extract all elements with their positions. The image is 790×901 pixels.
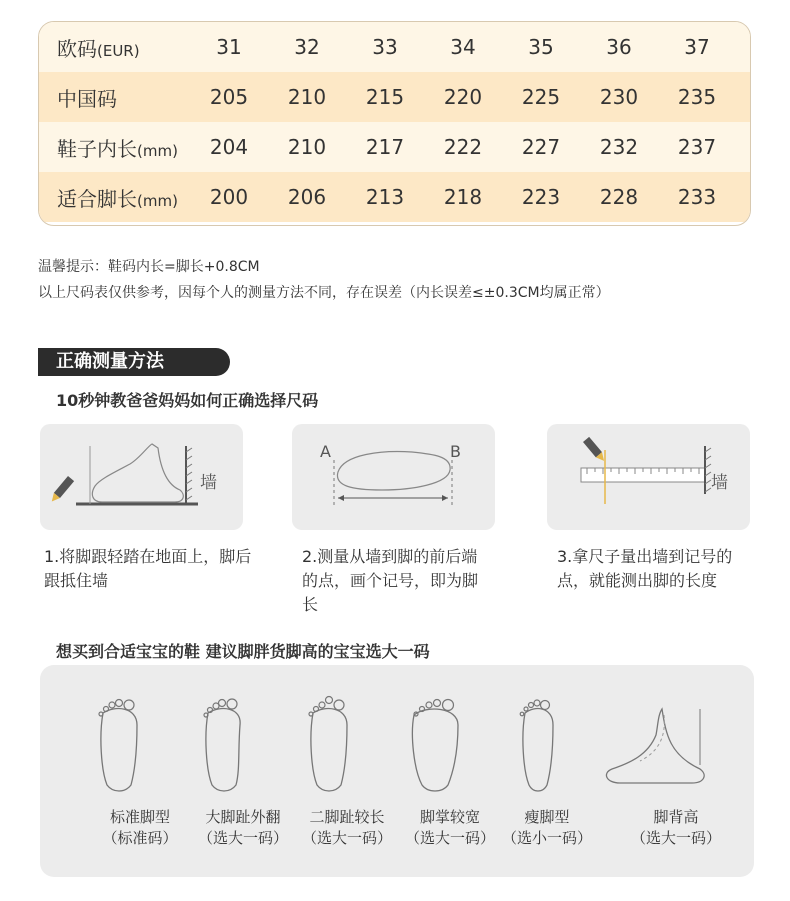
size-cell: 33 (372, 35, 398, 59)
size-cell: 31 (216, 35, 242, 59)
size-cell: 210 (287, 135, 327, 159)
wide-foot-icon (400, 695, 510, 795)
size-cell: 237 (677, 135, 717, 159)
size-cell: 230 (599, 85, 639, 109)
step-1-text: 1.将脚跟轻踏在地面上，脚后跟抵住墙 (44, 547, 252, 590)
table-row (39, 72, 750, 122)
row-label: 中国码 (57, 86, 117, 111)
foot-types-panel (40, 665, 754, 877)
standard-foot-icon (85, 695, 195, 795)
size-cell: 228 (599, 185, 639, 209)
size-cell: 218 (443, 185, 483, 209)
foot-type-heading: 想买到合适宝宝的鞋 建议脚胖货脚高的宝宝选大一码 (56, 642, 430, 661)
size-cell: 36 (606, 35, 632, 59)
size-cell: 227 (521, 135, 561, 159)
point-b-label: B (450, 442, 461, 461)
size-cell: 32 (294, 35, 320, 59)
size-cell: 37 (684, 35, 710, 59)
foot-type-name: 标准脚型 (109, 808, 170, 826)
size-cell: 233 (677, 185, 717, 209)
size-cell: 204 (209, 135, 249, 159)
foot-type-advice: （选大一码） (630, 829, 721, 847)
size-cell: 223 (521, 185, 561, 209)
table-row (39, 122, 750, 172)
size-cell: 200 (209, 185, 249, 209)
tip-disclaimer: 以上尺码表仅供参考，因每个人的测量方法不同，存在误差（内长误差≤±0.3CM均属正常） (38, 285, 610, 301)
size-cell: 222 (443, 135, 483, 159)
long-second-toe-foot-icon (295, 695, 405, 795)
foot-type-bunion (183, 807, 303, 849)
foot-type-name: 大脚趾外翻 (205, 808, 281, 826)
table-row (39, 172, 750, 222)
size-cell: 213 (365, 185, 405, 209)
tip-formula: 温馨提示：鞋码内长=脚长+0.8CM (38, 259, 260, 275)
size-cell: 206 (287, 185, 327, 209)
foot-type-name: 二脚趾较长 (309, 808, 385, 826)
size-cell: 210 (287, 85, 327, 109)
foot-type-name: 脚掌较宽 (419, 808, 480, 826)
foot-outline-icon (292, 424, 495, 530)
foot-type-slim (487, 807, 607, 849)
foot-type-advice: （选大一码） (197, 829, 288, 847)
size-cell: 35 (528, 35, 554, 59)
section-title: 正确测量方法 (38, 348, 230, 376)
step-2-illustration (292, 424, 495, 530)
table-row (39, 22, 750, 72)
section-subtitle: 10秒钟教爸爸妈妈如何正确选择尺码 (56, 391, 319, 410)
size-table (38, 21, 751, 226)
bunion-foot-icon (190, 695, 300, 795)
size-cell: 220 (443, 85, 483, 109)
row-label: 鞋子内长(mm) (57, 136, 178, 161)
size-cell: 205 (209, 85, 249, 109)
size-cell: 215 (365, 85, 405, 109)
row-label: 适合脚长(mm) (57, 186, 178, 211)
foot-type-advice: （选大一码） (404, 829, 495, 847)
high-instep-foot-icon (600, 695, 720, 795)
foot-type-advice: （选大一码） (301, 829, 392, 847)
foot-type-name: 瘦脚型 (524, 808, 570, 826)
row-label: 欧码(EUR) (57, 36, 140, 61)
foot-type-standard (80, 807, 200, 849)
step-1-illustration (40, 424, 243, 530)
wall-label: 墙 (711, 473, 728, 493)
size-cell: 225 (521, 85, 561, 109)
size-cell: 235 (677, 85, 717, 109)
wall-label: 墙 (200, 473, 217, 493)
point-a-label: A (320, 442, 331, 461)
foot-type-name: 脚背高 (653, 808, 699, 826)
foot-type-long-second-toe (287, 807, 407, 849)
foot-type-high-instep (616, 807, 736, 849)
slim-foot-icon (505, 695, 615, 795)
size-cell: 217 (365, 135, 405, 159)
foot-type-advice: （选小一码） (501, 829, 592, 847)
foot-type-advice: （标准码） (102, 829, 178, 847)
step-3-illustration (547, 424, 750, 530)
step-2-text: 2.测量从墙到脚的前后端的点，画个记号，即为脚长 (302, 547, 479, 614)
size-cell: 232 (599, 135, 639, 159)
step-3-text: 3.拿尺子量出墙到记号的点，就能测出脚的长度 (557, 547, 733, 590)
size-cell: 34 (450, 35, 476, 59)
